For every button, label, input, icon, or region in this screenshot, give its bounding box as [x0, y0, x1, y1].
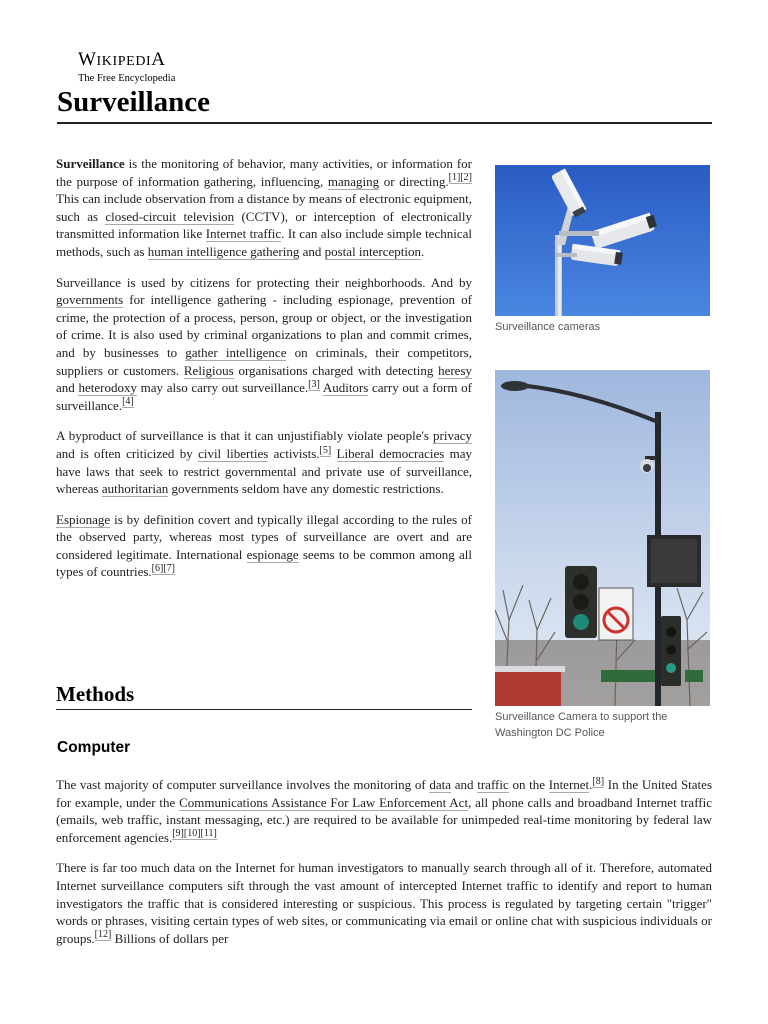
lead-term: Surveillance [56, 156, 125, 171]
link-heterodoxy[interactable]: heterodoxy [78, 380, 137, 396]
intro-section [56, 155, 472, 594]
surveillance-pole-image[interactable] [495, 370, 710, 706]
citation-8[interactable]: [8] [592, 775, 605, 787]
link-humint[interactable]: human intelligence gathering [147, 243, 300, 259]
link-cctv[interactable]: closed-circuit television [105, 208, 235, 224]
citation-5[interactable]: [5] [319, 444, 332, 456]
link-privacy[interactable]: privacy [433, 428, 472, 444]
link-governments[interactable]: governments [56, 292, 124, 308]
link-espionage-2[interactable]: espionage [246, 546, 299, 562]
intro-paragraph-4: Espionage is by definition covert and typically illegal according to the rules of the observed party, whereas most types of surveillance are overt and are considered legitimate. International espionage seems to be common among all types of countries.[6][7] [56, 511, 472, 580]
link-civil-liberties[interactable]: civil liberties [198, 445, 269, 461]
citation-3[interactable]: [3] [308, 378, 320, 390]
page-title: Surveillance [57, 82, 712, 124]
link-traffic[interactable]: traffic [477, 777, 509, 792]
link-authoritarian[interactable]: authoritarian [101, 481, 169, 497]
link-heresy[interactable]: heresy [438, 362, 473, 378]
figure-surveillance-cameras [495, 165, 710, 335]
link-calea[interactable]: Communications Assistance For Law Enforcement Act [179, 794, 469, 810]
section-heading-methods: Methods [56, 680, 472, 710]
link-religious[interactable]: Religious [183, 362, 234, 378]
link-liberal-democracies[interactable]: Liberal democracies [336, 445, 445, 461]
computer-paragraph-2: There is far too much data on the Internet for human investigators to manually search through all of it. Therefore, automated Internet surveillance computers sift through the vast amount of intercepted Internet traffic to identify and report to human investigators the traffic that is considered interesting or suspicious. This process is regulated by targeting certain "trigger" words or phrases, visiting certain types of web sites, or communicating via email or online chat with suspicious individuals or groups.[12] Billions of dollars per [56, 860, 712, 946]
link-espionage[interactable]: Espionage [56, 511, 111, 527]
figure-surveillance-pole [495, 370, 710, 741]
subsection-heading-computer: Computer [57, 739, 131, 756]
surveillance-cameras-image[interactable] [495, 165, 710, 316]
intro-paragraph-1: Surveillance is the monitoring of behavior, many activities, or information for the purpose of information gathering, influencing, managing or directing.[1][2] This can include observation from a distance by means of electronic equipment, such as closed-circuit television (CCTV), or interception of electronically transmitted information like Internet traffic. It can also include simple technical methods, such as human intelligence gathering and postal interception. [56, 156, 472, 259]
link-postal-interception[interactable]: postal interception [324, 243, 422, 259]
computer-paragraph-1: The vast majority of computer surveillance involves the monitoring of data and traffic on the Internet.[8] In the United States for example, under the Communications Assistance For Law Enforcement Act, all phone calls and broadband Internet traffic (emails, web traffic, instant messaging, etc.) are required to be available for unimpeded real-time monitoring by federal law enforcement agencies.[9][10][11] [56, 775, 712, 845]
link-internet-traffic[interactable]: Internet traffic [205, 226, 282, 242]
logo-tagline: The Free Encyclopedia [78, 73, 176, 84]
figure-caption-cameras: Surveillance cameras [495, 321, 601, 333]
link-gather-intelligence[interactable]: gather intelligence [185, 344, 287, 360]
figure-caption-pole: Surveillance Camera to support the Washington DC Police [495, 711, 668, 739]
link-auditors[interactable]: Auditors [322, 380, 369, 396]
logo-wordmark: WIKIPEDIA [78, 49, 166, 70]
link-internet[interactable]: Internet [548, 777, 590, 792]
citation-12[interactable]: [12] [94, 929, 112, 941]
link-data[interactable]: data [429, 777, 452, 792]
intro-paragraph-2: Surveillance is used by citizens for protecting their neighborhoods. And by governments for intelligence gathering - including espionage, prevention of crime, the protection of a process, person, group or object, or the investigation of crime. It is also used by criminal organizations to plan and commit crimes, and by businesses to gather intelligence on criminals, their competitors, suppliers or customers. Religious organisations charged with detecting heresy and heterodoxy may also carry out surveillance.[3] Auditors carry out a form of surveillance.[4] [56, 274, 473, 413]
citation-9-10-11[interactable]: [9][10][11] [172, 828, 217, 840]
wikipedia-logo[interactable] [78, 50, 175, 85]
link-managing[interactable]: managing [327, 173, 380, 189]
citation-4[interactable]: [4] [122, 396, 134, 408]
computer-section [56, 776, 712, 960]
citation-6-7[interactable]: [6][7] [151, 563, 175, 575]
citation-1-2[interactable]: [1][2] [448, 172, 472, 184]
intro-paragraph-3: A byproduct of surveillance is that it can unjustifiably violate people's privacy and is often criticized by civil liberties activists.[5] Liberal democracies may have laws that seek to restrict governmental and private use of surveillance, whereas authoritarian governments seldom have any domestic restrictions. [56, 428, 473, 497]
